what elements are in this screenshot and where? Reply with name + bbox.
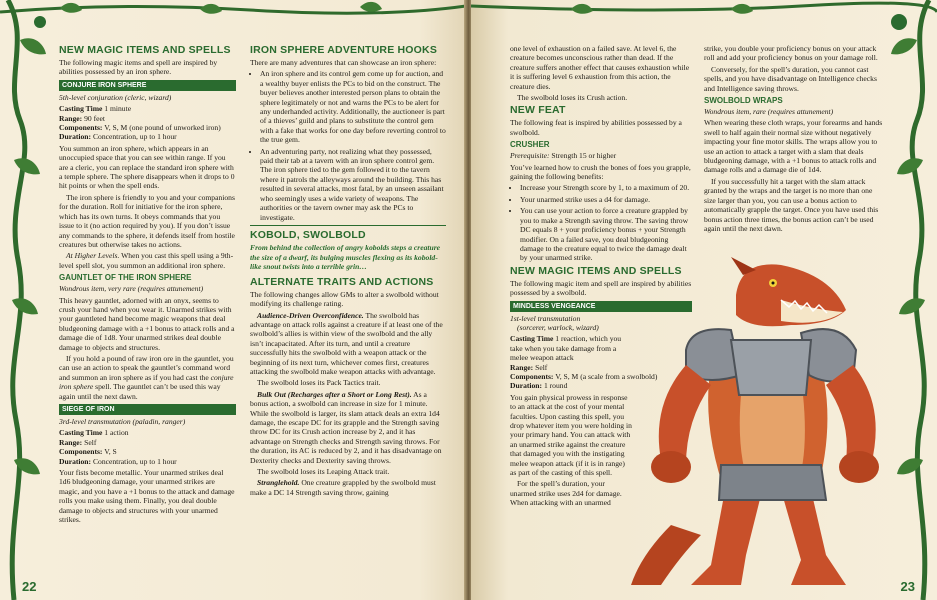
prerequisite-label: Prerequisite:	[510, 151, 550, 161]
heading-crusher: CRUSHER	[510, 140, 550, 150]
item-paragraph: spell. The gauntlet can’t be used this way again until the next dawn.	[59, 382, 221, 401]
spell-bar-mindless-vengeance: MINDLESS VENGEANCE	[510, 301, 692, 312]
swolbold-illustration	[631, 255, 891, 590]
range-value: Self	[533, 362, 548, 372]
spell-reference: conjure iron sphere	[59, 372, 234, 392]
spell-bar-conjure-iron-sphere: CONJURE IRON SPHERE	[59, 80, 236, 91]
components-value: V, S	[104, 447, 117, 457]
range-value: Self	[84, 437, 97, 447]
trait-name: Stranglehold.	[257, 478, 300, 488]
duration-label: Duration:	[59, 132, 92, 142]
item-paragraph: When wearing these cloth wraps, your forearms and hands swell to half again their normal size without negatively impacting your fine motor skills. The wraps allow you to use an action to attack a target with a slam that deals bludgeoning damage, with a +1 bonus to attack rolls and damage rolls and a damage die of 1d4.	[704, 118, 883, 175]
crusher-benefits	[510, 183, 692, 262]
range-label: Range:	[59, 113, 83, 123]
list-item: • Increase your Strength score by 1, to a maximum of 20.	[520, 183, 692, 192]
right-column-2	[704, 44, 884, 235]
item-paragraph: If you hold a pound of raw iron ore in the gauntlet, you can use an action to speak the gauntlet’s command word and summon an iron sphere as if you had cast the	[59, 353, 234, 382]
heading-kobold-swolbold: KOBOLD, SWOLBOLD	[250, 228, 366, 241]
vine-ornament-top-left-icon	[0, 0, 466, 40]
page-number-right: 23	[900, 579, 915, 594]
list-item: • Your unarmed strike uses a d4 for damage.	[520, 195, 692, 204]
trait-name: Bulk Out (Recharges after a Short or Long Rest).	[257, 389, 412, 399]
spell-school: 5th-level conjuration (cleric, wizard)	[59, 92, 172, 102]
left-page	[0, 0, 466, 600]
heading-adventure-hooks: IRON SPHERE ADVENTURE HOOKS	[250, 44, 438, 56]
duration-label: Duration:	[59, 456, 92, 466]
heading-new-feat: NEW FEAT	[510, 104, 566, 117]
duration-value: Concentration, up to 1 hour	[92, 132, 177, 142]
spell-paragraph: You gain physical prowess in response to an attack at the cost of your mental faculties. Upon casting this spell, you drop whatever item you were holding in your primary hand. You can attack with an unarmed strike against the creature that damaged you with the instigating melee weapon attack (if it is in range) as part of the casting of this spell.	[510, 392, 632, 478]
list-item: • An iron sphere and its control gem come up for auction, and a wealthy buyer enlists the PCs to bid on the construct. The buyer believes another interested person plans to obtain the sphere legitimately or not and warns the PCs to be alert for any underhanded activity. Additionally, the auctioneer is part of a thieves’ guild and plans to substitute the control gem with a fake that works for one day before reverting control to the true gem.	[260, 69, 446, 144]
item-type: Wondrous item, rare (requires attunement)	[704, 107, 834, 117]
spell-paragraph: You summon an iron sphere, which appears in an unoccupied space that you can see within range. If you are a cleric, you can replace the standard iron sphere with a temple sphere. The sphere disappears when it drops to 0 hit points or when the spell ends.	[59, 143, 235, 191]
trait-note: The swolbold loses its Pack Tactics trait.	[257, 378, 381, 388]
components-label: Components:	[59, 447, 103, 457]
trait-note: The swolbold loses its Crush action.	[517, 93, 628, 103]
list-item: • You can use your action to force a creature grappled by you to make a Strength saving throw. The saving throw DC equals 8 + your proficiency bonus + your Strength modifier. On a failed save, you deal bludgeoning damage to the creature equal to twice the damage dealt by your unarmed strike.	[520, 206, 692, 262]
page-number-left: 22	[22, 579, 37, 594]
spell-bar-siege-of-iron: SIEGE OF IRON	[59, 404, 236, 415]
magic-intro: The following magic item and spell are inspired by abilities possessed by a swolbold.	[510, 278, 692, 298]
components-value: V, S, M (a scale from a swolbold)	[553, 371, 658, 381]
spell-paragraph: For the spell’s duration, your unarmed strike uses 2d4 for damage. When attacking with an unarmed	[510, 479, 622, 508]
heading-alternate-traits: ALTERNATE TRAITS AND ACTIONS	[250, 275, 434, 288]
components-label: Components:	[510, 371, 554, 381]
casting-time-value: 1 minute	[104, 104, 132, 114]
spell-paragraph: The iron sphere is friendly to you and your companions for the duration. Roll for initiative for the iron sphere, which has its own turns. It obeys commands that you issue to it (no action required by you). If you don’t issue any commands to the sphere, it defends itself from hostile creatures but otherwise takes no actions.	[59, 192, 235, 249]
duration-label: Duration:	[510, 381, 543, 391]
spell-school: 1st-level transmutation	[510, 313, 581, 323]
vine-ornament-left-icon	[0, 0, 60, 600]
list-item: • An adventuring party, not realizing what they possessed, paid their tab at a tavern with an iron sphere control gem. The iron sphere tied to the gem followed it to the tavern where it patrols the alleyways around the building. This has resulted in several attacks, most fatal, by an unseen assailant who seemingly uses a wide variety of weapons. The authorities or the tavern owner may ask the PCs to investigate.	[260, 147, 446, 222]
hooks-list	[250, 69, 446, 222]
trait-note: The swolbold loses its Leaping Attack trait.	[257, 467, 390, 476]
left-column-2	[250, 44, 446, 499]
crusher-intro: You’ve learned how to crush the bones of foes you grapple, gaining the following benefits:	[510, 162, 691, 182]
components-value: V, S, M (one pound of unworked iron)	[104, 123, 221, 133]
components-label: Components:	[59, 123, 103, 133]
item-paragraph: This heavy gauntlet, adorned with an onyx, seems to crush your hand when you wear it. Unarmed strikes with your gauntleted hand become magic weapons that deal bludgeoning damage with a +1 bonus to attack rolls and a damage die of 1d8. Your unarmed strikes deal double damage to objects and structures.	[59, 295, 235, 352]
heading-new-magic-items: NEW MAGIC ITEMS AND SPELLS	[510, 264, 682, 277]
continued-text: strike, you double your proficiency bonus on your attack roll and add your proficiency bonus on your damage roll.	[704, 44, 878, 63]
heading-swolbold-wraps: SWOLBOLD WRAPS	[704, 96, 783, 106]
casting-time-label: Casting Time	[59, 104, 103, 114]
intro-text: The following magic items and spell are inspired by abilities possessed by an iron sphere.	[59, 58, 218, 77]
spell-classes: (sorcerer, warlock, wizard)	[517, 322, 599, 332]
duration-value: 1 round	[542, 381, 568, 391]
range-value: 90 feet	[84, 113, 105, 123]
right-page	[471, 0, 937, 600]
spell-paragraph: Your fists become metallic. Your unarmed strikes deal 1d6 bludgeoning damage, your unarmed strikes are magic, and you have a +1 bonus to the attack and damage rolls you make using them. Finally, you deal double damage to objects and structures with your unarmed strikes.	[59, 468, 235, 525]
casting-time-label: Casting Time	[510, 334, 554, 344]
item-type: Wondrous item, very rare (requires attunement)	[59, 284, 204, 294]
heading-gauntlet: GAUNTLET OF THE IRON SPHERE	[59, 273, 192, 283]
spell-school: 3rd-level transmutation (paladin, ranger)	[59, 417, 186, 426]
item-paragraph: If you successfully hit a target with the slam attack granted by the wraps and the target is no more than one size larger than you, you can use a bonus action to automatically grapple the target. Once you have used this bonus action three times, the bonus action can’t be used again until the next dawn.	[704, 176, 879, 233]
vine-ornament-top-right-icon	[471, 0, 937, 40]
casting-time-value: 1 reaction, which you take when you take damage from a melee weapon attack	[510, 334, 622, 363]
casting-time-label: Casting Time	[59, 428, 103, 438]
trait-text: The swolbold has advantage on attack rolls against a creature if at least one of the swolbold’s allies is within view of the swolbold and the ally isn’t incapacitated. After its turn, and until a creature successfully hits the swolbold with a weapon attack or the beginning of its next turn, whichever comes first, creatures attacking the swolbold make weapon attacks with advantage.	[250, 310, 443, 376]
higher-levels-label: At Higher Levels.	[66, 251, 120, 261]
trait-text: One creature grappled by the swolbold must make a DC 14 Strength saving throw, gaining	[250, 478, 436, 497]
flavor-text: From behind the collection of angry kobolds steps a creature the size of a dwarf, its bulging muscles flexing as its kobold-like snout twists into a terrible grin…	[250, 242, 441, 272]
range-label: Range:	[59, 437, 83, 447]
heading-new-magic-items: NEW MAGIC ITEMS AND SPELLS	[59, 44, 231, 56]
alt-intro: The following changes allow GMs to alter a swolbold without modifying its challenge rating.	[250, 289, 439, 309]
casting-time-value: 1 action	[104, 428, 129, 438]
feat-intro: The following feat is inspired by abilities possessed by a swolbold.	[510, 118, 682, 137]
left-column-1	[59, 44, 236, 526]
trait-name: Audience-Driven Overconfidence.	[257, 310, 364, 320]
continued-text: Conversely, for the spell’s duration, you cannot cast spells, and you have disadvantage on Intelligence checks and Intelligence saving throws.	[704, 64, 877, 93]
section-divider	[250, 225, 446, 226]
duration-value: Concentration, up to 1 hour	[92, 456, 177, 466]
prerequisite-value: Strength 15 or higher	[549, 151, 617, 161]
trait-text: As a bonus action, a swolbold can increase in size for 1 minute. While the swolbold is larger, its slam attack deals an extra 1d4 damage, the escape DC for its grapple and the Strength saving throw DC for its Crush action increase by 2, and it has advantage on Strength checks and Strength saving throws. For the duration, its AC is reduced by 2, and it has disadvantage on Dexterity checks and Dexterity saving throws.	[250, 389, 442, 465]
continued-text: one level of exhaustion on a failed save. At level 6, the creature becomes unconscious rather than dead. If the creature suffers another effect that causes exhaustion while it is suffering level 6 exhaustion from this action, the creature dies.	[510, 44, 690, 91]
higher-levels-text: When you cast this spell using a 9th-level spell slot, you summon an additional iron sphere.	[59, 251, 234, 270]
hooks-intro: There are many adventures that can showcase an iron sphere:	[250, 58, 437, 67]
range-label: Range:	[510, 362, 534, 372]
